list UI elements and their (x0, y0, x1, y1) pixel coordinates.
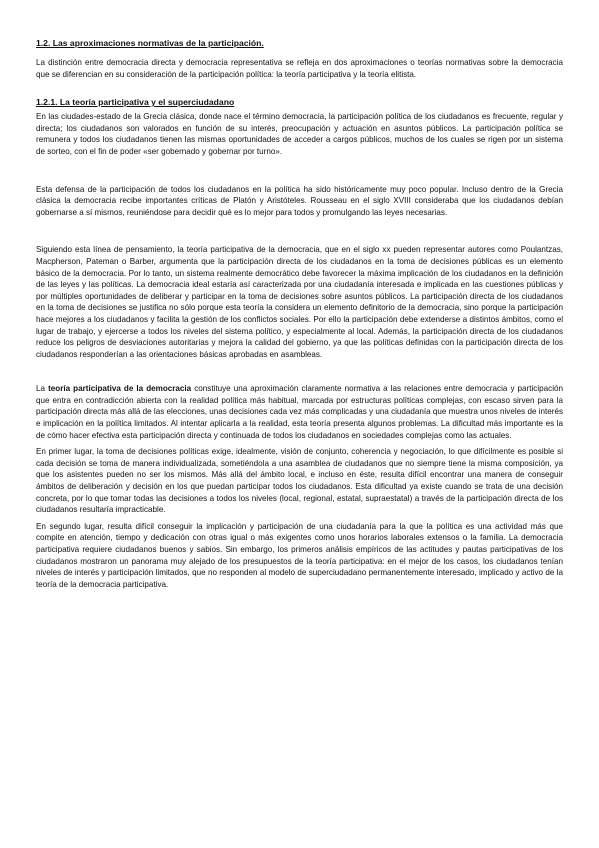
subsection-heading: 1.2.1. La teoría participativa y el superciudadano (36, 97, 235, 108)
document-page (36, 38, 563, 590)
paragraph-greece: En las ciudades-estado de la Grecia clásica, donde nace el término democracia, la participación política de los ciudadanos es frecuente, regular y directa; los ciudadanos son valorados en función de su interés, preocupación y actuación en asuntos públicos. La participación política se remunera y todos los ciudadanos tienen las mismas oportunidades de acceder a cargos públicos, muchos de los cuales se rigen por un sistema de sorteo, con el fin de poder «ser gobernado y gobernar por turno». (36, 112, 563, 156)
paragraph-first-problem: En primer lugar, la toma de decisiones políticas exige, idealmente, visión de conjunto, coherencia y negociación, lo que difícilmente es posible si cada decisión se toma de manera individualizada, sometiéndola a una asamblea de ciudadanos que no siempre tiene la misma composición, ya que los asistentes pueden no ser los mismos. Más allá del ámbito local, e incluso en éste, resulta difícil encontrar una manera de conseguir ámbitos de deliberación y decisión en los que puedan participar todos los ciudadanos. Esta dificultad ya existe cuando se trata de una decisión concreta, por lo que tomar todas las decisiones a todos los niveles (local, regional, estatal, supraestatal) a través de la participación directa de los ciudadanos resultaría impracticable. (36, 447, 563, 515)
section-heading: 1.2. Las aproximaciones normativas de la participación. (36, 38, 264, 48)
section-intro-paragraph: La distinción entre democracia directa y democracia representativa se refleja en dos aproximaciones o teorías normativas sobre la democracia que se diferencian en su consideración de la participación política: la teoría participativa y la teoría elitista. (36, 58, 563, 79)
paragraph-rousseau: Esta defensa de la participación de todos los ciudadanos en la política ha sido históricamente muy poco popular. Incluso dentro de la Grecia clásica la democracia recibe importantes críticas de Platón y Aristóteles. Rousseau en el siglo XVIII consideraba que los ciudadanos debían gobernarse a sí mismos, reuniéndose para decidir qué es lo mejor para todos y promulgando las leyes necesarias. (36, 184, 563, 217)
paragraph-second-problem: En segundo lugar, resulta difícil conseguir la implicación y participación de una ciudadanía para la que la política es una actividad más que compite en atención, tiempo y dedicación con otras igual o más exigentes como unos horarios laborales extensos o la familia. La democracia participativa requiere ciudadanos buenos y sabios. Sin embargo, los primeros análisis empíricos de las actitudes y pautas participativas de los ciudadanos mostraron un panorama muy alejado de los presupuestos de la teoría participativa: en el mejor de los casos, los ciudadanos tenían niveles de interés y participación limitados, que no responden al modelo de superciudadano permanentemente interesado, implicado y activo de la teoría de la democracia participativa. (36, 521, 563, 589)
paragraph-rest-text: constituye una aproximación claramente normativa a las relaciones entre democracia y participación que entra en contradicción abierta con la realidad política más habitual, marcada por estructuras políticas complejas, con escaso sirven para la participación directa más allá de las elecciones, unas decisiones cada vez más complicadas y una ciudadanía que muestra unos niveles de interés e implicación en la política limitados. Al intentar aplicarla a la realidad, esta teoría presenta algunos problemas. La dificultad más importante es la de cómo hacer efectiva esta participación directa y continuada de todos los ciudadanos en sociedades complejas como las actuales. (36, 384, 563, 440)
paragraph-normative-approach (36, 383, 563, 441)
paragraph-participatory-theory: Siguiendo esta línea de pensamiento, la teoría participativa de la democracia, que en el siglo xx pueden representar autores como Poulantzas, Macpherson, Pateman o Barber, argumenta que la participación directa de los ciudadanos en la toma de decisiones públicas es un elemento básico de la democracia. Por lo tanto, un sistema realmente democrático debe favorecer la máxima implicación de los ciudadanos en la definición de las leyes y las políticas. La democracia ideal estaría así caracterizada por una ciudadanía interesada e implicada en las cuestiones públicas y por múltiples oportunidades de deliberar y participar en la toma de decisiones sobre asuntos públicos. La participación directa de los ciudadanos en la toma de decisiones se justifica no sólo porque esta teoría la considera un elemento definitorio de la democracia, sino porque la participación hace mejores a los ciudadanos y facilita la gestión de los conflictos sociales. Por ello la participación debe extenderse a distintos ámbitos, como el lugar de trabajo, y ejercerse a todos los niveles del sistema político, y especialmente al local. Además, la participación directa de los ciudadanos reduce los peligros de desviaciones autoritarias y mejora la calidad del gobierno, ya que las políticas definidas con la participación directa de los ciudadanos responderían a las orientaciones básicas aprobadas en asambleas. (36, 245, 563, 359)
paragraph-lead-text: La (36, 384, 49, 394)
bold-term: teoría participativa de la democracia (48, 384, 192, 394)
